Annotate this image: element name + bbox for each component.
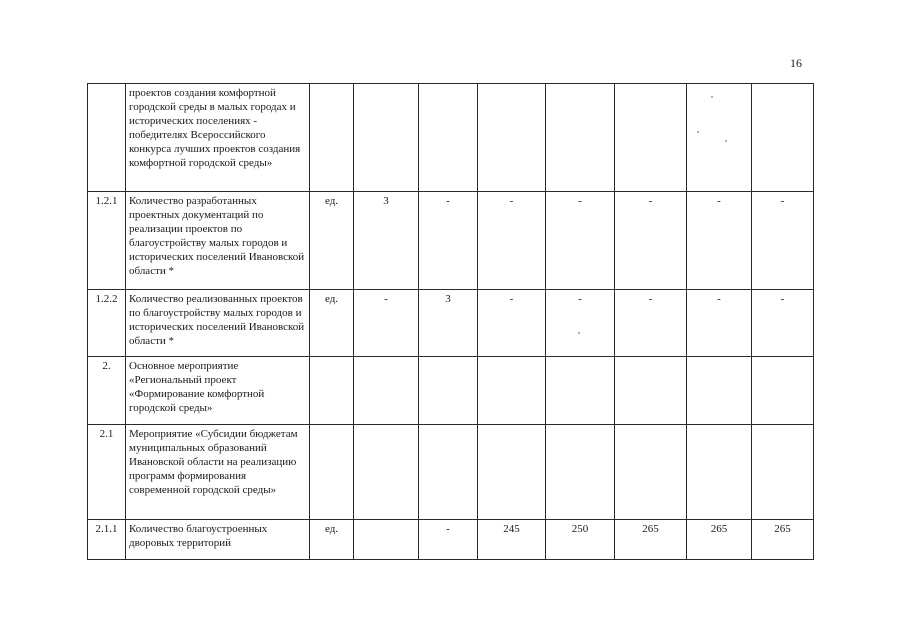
- row-number-cell: 1.2.1: [88, 192, 126, 290]
- value-cell: 245: [478, 520, 546, 560]
- value-cell: -: [752, 290, 814, 357]
- scan-speck: [697, 131, 699, 133]
- value-cell: -: [546, 290, 615, 357]
- table-row: [88, 84, 814, 192]
- indicator-table: [87, 83, 814, 560]
- row-description-cell: Основное мероприятие «Региональный проект «Формирование комфортной городской среды»: [126, 357, 310, 425]
- value-cell: [687, 84, 752, 192]
- value-cell: [419, 84, 478, 192]
- value-cell: [546, 357, 615, 425]
- value-cell: -: [546, 192, 615, 290]
- value-cell: [752, 84, 814, 192]
- value-cell: -: [615, 192, 687, 290]
- value-cell: 250: [546, 520, 615, 560]
- row-unit-cell: ед.: [310, 192, 354, 290]
- value-cell: -: [752, 192, 814, 290]
- value-cell: [354, 357, 419, 425]
- value-cell: -: [687, 290, 752, 357]
- value-cell: 265: [687, 520, 752, 560]
- row-unit-cell: ед.: [310, 290, 354, 357]
- value-cell: [354, 520, 419, 560]
- row-description-cell: Мероприятие «Субсидии бюджетам муниципальных образований Ивановской области на реализацию программ формирования современной городской среды»: [126, 425, 310, 520]
- value-cell: [615, 84, 687, 192]
- value-cell: [615, 357, 687, 425]
- value-cell: -: [478, 290, 546, 357]
- row-description-cell: Количество реализованных проектов по благоустройству малых городов и исторических поселений Ивановской области *: [126, 290, 310, 357]
- table-row: [88, 192, 814, 290]
- scan-speck: [578, 332, 580, 334]
- value-cell: [419, 357, 478, 425]
- row-description-cell: Количество разработанных проектных документаций по реализации проектов по благоустройству малых городов и исторических поселений Ивановской области *: [126, 192, 310, 290]
- value-cell: [546, 84, 615, 192]
- value-cell: -: [419, 192, 478, 290]
- row-number-cell: 2.1.1: [88, 520, 126, 560]
- table-row: [88, 425, 814, 520]
- value-cell: [752, 425, 814, 520]
- value-cell: [687, 357, 752, 425]
- value-cell: [354, 425, 419, 520]
- row-number-cell: 2.1: [88, 425, 126, 520]
- value-cell: [615, 425, 687, 520]
- value-cell: -: [354, 290, 419, 357]
- value-cell: 265: [615, 520, 687, 560]
- value-cell: -: [478, 192, 546, 290]
- row-description-cell: проектов создания комфортной городской среды в малых городах и исторических поселениях - победителях Всероссийского конкурса лучших проектов создания комфортной городской среды»: [126, 84, 310, 192]
- row-number-cell: 2.: [88, 357, 126, 425]
- page-number: 16: [790, 56, 802, 70]
- value-cell: -: [687, 192, 752, 290]
- table-row: [88, 357, 814, 425]
- row-description-cell: Количество благоустроенных дворовых территорий: [126, 520, 310, 560]
- row-unit-cell: [310, 357, 354, 425]
- value-cell: [478, 357, 546, 425]
- value-cell: 3: [419, 290, 478, 357]
- value-cell: 265: [752, 520, 814, 560]
- value-cell: [478, 425, 546, 520]
- scan-speck: [725, 140, 727, 142]
- row-unit-cell: [310, 425, 354, 520]
- value-cell: [546, 425, 615, 520]
- value-cell: [687, 425, 752, 520]
- value-cell: [752, 357, 814, 425]
- value-cell: [478, 84, 546, 192]
- scan-speck: [711, 96, 713, 98]
- value-cell: -: [615, 290, 687, 357]
- value-cell: [419, 425, 478, 520]
- value-cell: 3: [354, 192, 419, 290]
- value-cell: -: [419, 520, 478, 560]
- value-cell: [354, 84, 419, 192]
- row-number-cell: [88, 84, 126, 192]
- row-number-cell: 1.2.2: [88, 290, 126, 357]
- table-row: [88, 290, 814, 357]
- row-unit-cell: [310, 84, 354, 192]
- table-row: [88, 520, 814, 560]
- row-unit-cell: ед.: [310, 520, 354, 560]
